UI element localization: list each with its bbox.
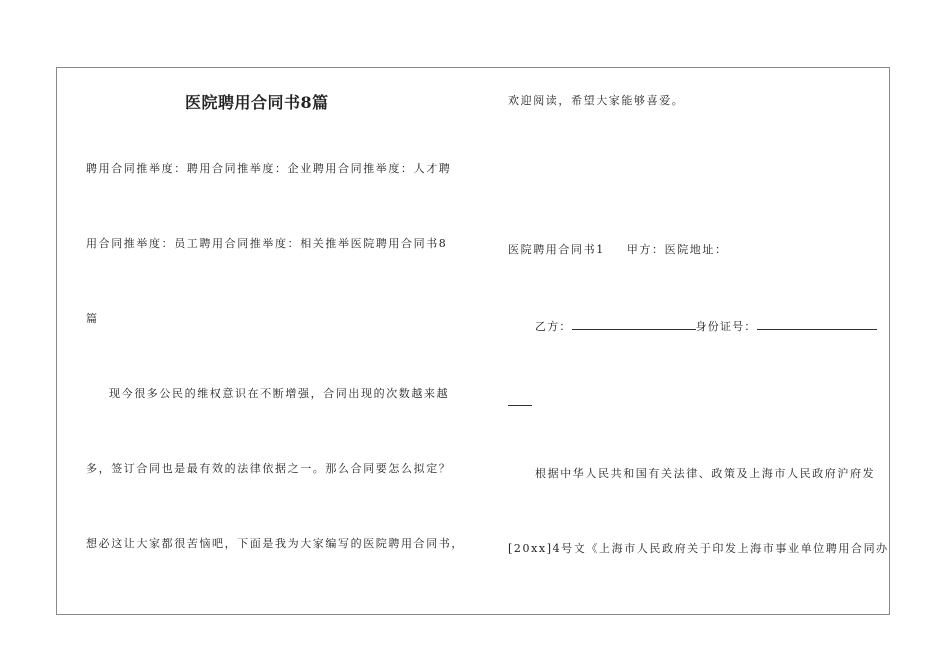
id-number-blank: [757, 318, 877, 330]
left-line-6: 想必这让大家都很苦恼吧，下面是我为大家编写的医院聘用合同书，: [86, 537, 464, 550]
right-para-line-2: [20xx]4号文《上海市人民政府关于印发上海市事业单位聘用合同办: [508, 542, 889, 555]
blank-continuation: [508, 394, 532, 406]
left-line-5: 多，签订合同也是最有效的法律依据之一。那么合同要怎么拟定？: [86, 462, 452, 475]
left-line-2: 用合同推举度：员工聘用合同推举度：相关推举医院聘用合同书8: [86, 237, 448, 250]
party-b-label: 乙方：: [535, 320, 572, 333]
document-page-frame: [56, 67, 890, 615]
left-line-3: 篇: [86, 312, 99, 325]
party-a-line: 甲方：医院地址：: [626, 243, 728, 256]
left-line-1: 聘用合同推举度：聘用合同推举度：企业聘用合同推举度：人才聘: [86, 162, 452, 175]
contract-heading-row: [508, 243, 728, 257]
left-line-4: 现今很多公民的维权意识在不断增强，合同出现的次数越来越: [109, 387, 450, 400]
party-b-row: [535, 318, 877, 334]
party-b-blank: [572, 318, 696, 330]
right-para-line-1: 根据中华人民共和国有关法律、政策及上海市人民政府沪府发: [535, 467, 876, 480]
right-intro-line: 欢迎阅读，希望大家能够喜爱。: [508, 94, 685, 107]
document-title: 医院聘用合同书8篇: [185, 93, 329, 112]
id-number-label: 身份证号：: [695, 320, 757, 333]
contract-heading: 医院聘用合同书1: [508, 243, 605, 256]
blank-continuation-row: [508, 394, 532, 410]
